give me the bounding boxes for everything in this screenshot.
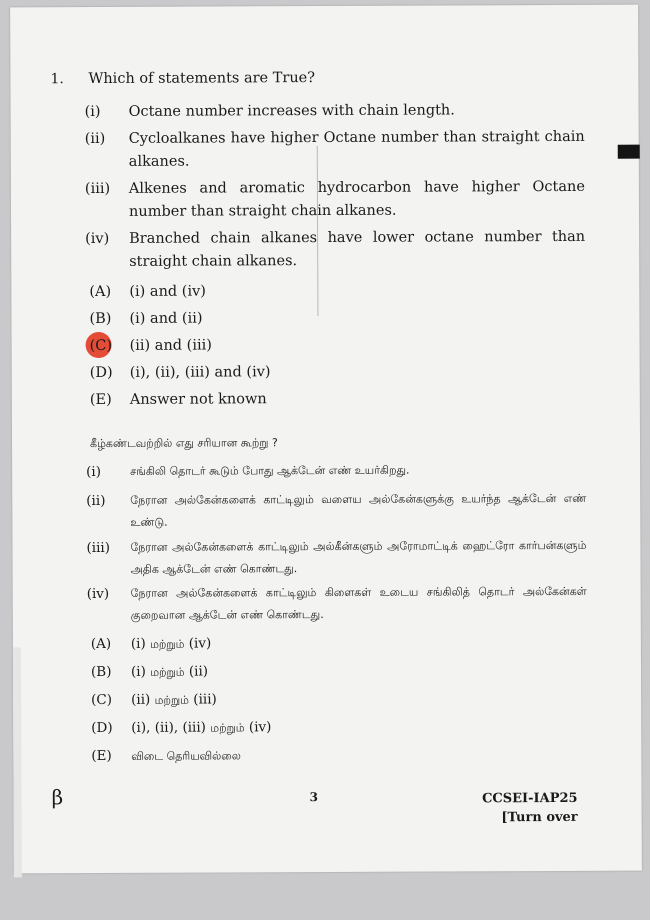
statement-number: (iii) [86, 539, 111, 557]
statement-text: Octane number increases with chain length. [128, 102, 455, 120]
statement-ii [85, 126, 585, 174]
tamil-option-c[interactable] [91, 689, 217, 711]
option-part-a: (i) [130, 635, 146, 652]
question-number: 1. [50, 71, 64, 88]
torn-edge [13, 647, 22, 877]
question-text: Which of statements are True? [88, 70, 316, 88]
option-letter: (C) [89, 337, 113, 355]
statement-number: (ii) [84, 130, 106, 148]
statement-number: (iii) [84, 180, 111, 198]
paper-code-block [482, 789, 578, 827]
statement-text: Branched chain alkanes have lower octane number than straight chain alkanes. [129, 228, 586, 270]
option-b[interactable] [89, 309, 202, 329]
option-part-b: (iii) [193, 691, 217, 708]
statement-text: நேரான அல்கேன்களைக் காட்டிலும் வளைய அல்கேன்களுக்கு உயர்ந்த ஆக்டேன் எண் உண்டு. [130, 491, 587, 529]
option-letter: (A) [89, 283, 112, 301]
statement-text: நேரான அல்கேன்களைக் காட்டிலும் அல்கீன்களும் அரோமாட்டிக் ஹைட்ரோ கார்பன்களும் அதிக ஆக்டேன் எண் கொண்டது. [130, 538, 587, 576]
option-text: Answer not known [129, 391, 267, 408]
tamil-option-d[interactable] [91, 717, 271, 739]
statement-text: Cycloalkanes have higher Octane number than straight chain alkanes. [128, 128, 585, 170]
option-d[interactable] [90, 362, 271, 383]
statement-text: Alkenes and aromatic hydrocarbon have higher Octane number than straight chain alkanes. [128, 178, 585, 220]
page-number: 3 [309, 790, 318, 805]
paper-code: CCSEI-IAP25 [482, 790, 578, 807]
statement-number: (i) [84, 103, 101, 121]
option-conjunction: மற்றும் [150, 665, 185, 679]
statement-number: (iv) [86, 585, 110, 603]
option-part-b: (iv) [188, 635, 212, 652]
option-letter: (E) [89, 391, 112, 409]
option-text: (i) and (iv) [129, 283, 206, 300]
statement-number: (ii) [86, 492, 106, 510]
option-part-a: (ii) [131, 691, 151, 708]
option-part-b: (ii) [188, 663, 209, 680]
turn-over-label: [Turn over [501, 809, 578, 826]
option-conjunction: மற்றும் [150, 637, 185, 651]
option-conjunction: மற்றும் [154, 693, 190, 707]
black-margin-mark [618, 145, 640, 159]
statement-number: (i) [86, 463, 102, 481]
option-c[interactable] [90, 335, 212, 356]
option-letter: (D) [89, 364, 113, 382]
option-part-a: (i) [130, 663, 146, 680]
option-e[interactable] [90, 389, 267, 410]
series-symbol: β [51, 785, 64, 810]
exam-page [10, 5, 642, 874]
tamil-statement-iii [86, 535, 586, 581]
statement-iv [85, 226, 585, 274]
option-letter: (E) [91, 747, 112, 765]
option-letter: (C) [91, 691, 113, 709]
option-text: விடை தெரியவில்லை [131, 749, 241, 763]
tamil-option-b[interactable] [91, 662, 208, 684]
option-letter: (B) [90, 663, 112, 681]
option-part-b: (iv) [248, 719, 272, 736]
option-conjunction: மற்றும் [210, 721, 245, 735]
tamil-statement-iv [87, 581, 587, 627]
statement-iii [85, 176, 585, 224]
option-letter: (B) [89, 310, 112, 328]
option-letter: (A) [90, 635, 112, 653]
option-text: (ii) and (iii) [129, 337, 212, 354]
option-text: (i), (ii), (iii) and (iv) [129, 364, 271, 381]
statement-i [85, 99, 585, 124]
option-part-a: (i), (ii), (iii) [131, 719, 206, 736]
tamil-option-e[interactable] [91, 745, 241, 767]
tamil-statement-ii [86, 488, 586, 534]
tamil-statement-i [86, 459, 586, 483]
option-a[interactable] [89, 282, 206, 303]
option-letter: (D) [91, 719, 113, 737]
statement-text: சங்கிலி தொடர் கூடும் போது ஆக்டேன் எண் உயர்கிறது. [130, 463, 410, 478]
statement-text: நேரான அல்கேன்களைக் காட்டிலும் கிளைகள் உடைய சங்கிலித் தொடர் அல்கேன்கள் குறைவான ஆக்டேன் எண் கொண்டது. [130, 584, 587, 622]
tamil-question-text: கீழ்கண்டவற்றில் எது சரியான கூற்று ? [89, 436, 278, 451]
tamil-option-a[interactable] [91, 634, 211, 656]
statement-number: (iv) [85, 230, 110, 248]
option-text: (i) and (ii) [129, 310, 203, 327]
